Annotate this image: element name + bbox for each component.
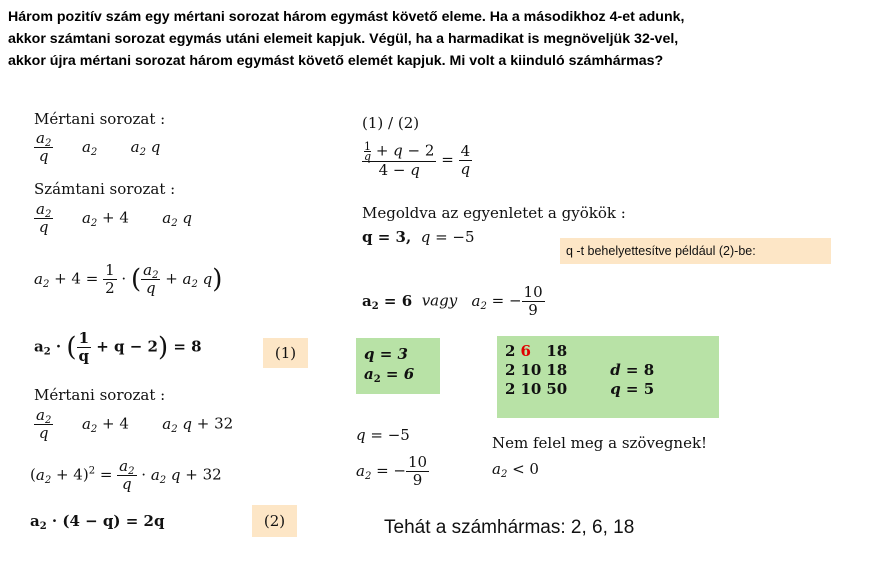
- substitution-hint: q -t behelyettesítve például (2)-be:: [560, 238, 831, 264]
- table-row: 2 6 18: [505, 342, 568, 360]
- case-2-q: q = −5: [356, 426, 410, 444]
- geometric-mean-equation: $(a_2 + 4)^2$ = $\frac{a_2}{q}$ · $a_2$ q + 32: [30, 457, 222, 493]
- label-arithmetic: Számtani sorozat :: [34, 180, 176, 198]
- ratio-label: (1) / (2): [362, 114, 420, 132]
- rejection-reason: $a_2 < 0$: [492, 460, 539, 480]
- sequences-table: [497, 336, 719, 418]
- case-2-a2: $a_2$ = − $\frac{10}{9}$: [356, 453, 428, 489]
- problem-line-2: akkor számtani sorozat egymás utáni elemeit kapjuk. Végül, ha a harmadikat is megnöveljük 32-vel,: [8, 31, 679, 47]
- conclusion: Tehát a számhármas: 2, 6, 18: [384, 517, 635, 538]
- roots: q = 3, q = −5: [362, 228, 475, 246]
- geometric-terms-1: $\frac{a_2}{q}$ $a_2$ $a_2$ q: [36, 129, 161, 165]
- roots-label: Megoldva az egyenletet a gyökök :: [362, 204, 626, 222]
- equation-2: $a_2 \cdot (4 - q) = 2q$: [30, 512, 165, 532]
- problem-line-3: akkor újra mértani sorozat három egymást követő elemét kapjuk. Mi volt a kiinduló számhármas?: [8, 53, 664, 69]
- a2-values: $a_2 = 6$ vagy $a_2$ = − $\frac{10}{9}$: [362, 283, 543, 319]
- problem-statement: [8, 6, 886, 72]
- label-geometric-1: Mértani sorozat :: [34, 110, 166, 128]
- table-row: 2 10 50 q = 5: [505, 380, 655, 398]
- rejection-note: Nem felel meg a szövegnek!: [492, 434, 708, 452]
- vagy-word: vagy: [421, 291, 458, 310]
- geometric-terms-2: $\frac{a_2}{q}$ $a_2 + 4$ $a_2$ q + 32: [36, 406, 234, 442]
- table-row: 2 10 18 d = 8: [505, 361, 655, 379]
- equation-1: $a_2$ · ( $\frac{1}{q}$ + q − 2) = 8: [34, 329, 202, 365]
- solution-case-1: q = 3 $a_2 = 6$: [356, 338, 440, 394]
- equation-1-tag: (1): [263, 338, 308, 368]
- ratio-equation: $\frac{1}{q}$ + q − 2 4 − q = $\frac{4}{q}$: [364, 140, 471, 179]
- equation-2-tag: (2): [252, 505, 297, 537]
- label-geometric-2: Mértani sorozat :: [34, 386, 166, 404]
- arithmetic-terms: $\frac{a_2}{q}$ $a_2 + 4$ $a_2$ q: [36, 200, 192, 236]
- problem-line-1: Három pozitív szám egy mértani sorozat három egymást követő eleme. Ha a másodikhoz 4-et adunk,: [8, 9, 685, 25]
- arithmetic-mean-equation: $a_2 + 4$ = $\frac{1}{2}$ · ( $\frac{a_2}{q}$ + $a_2$ q): [34, 261, 223, 297]
